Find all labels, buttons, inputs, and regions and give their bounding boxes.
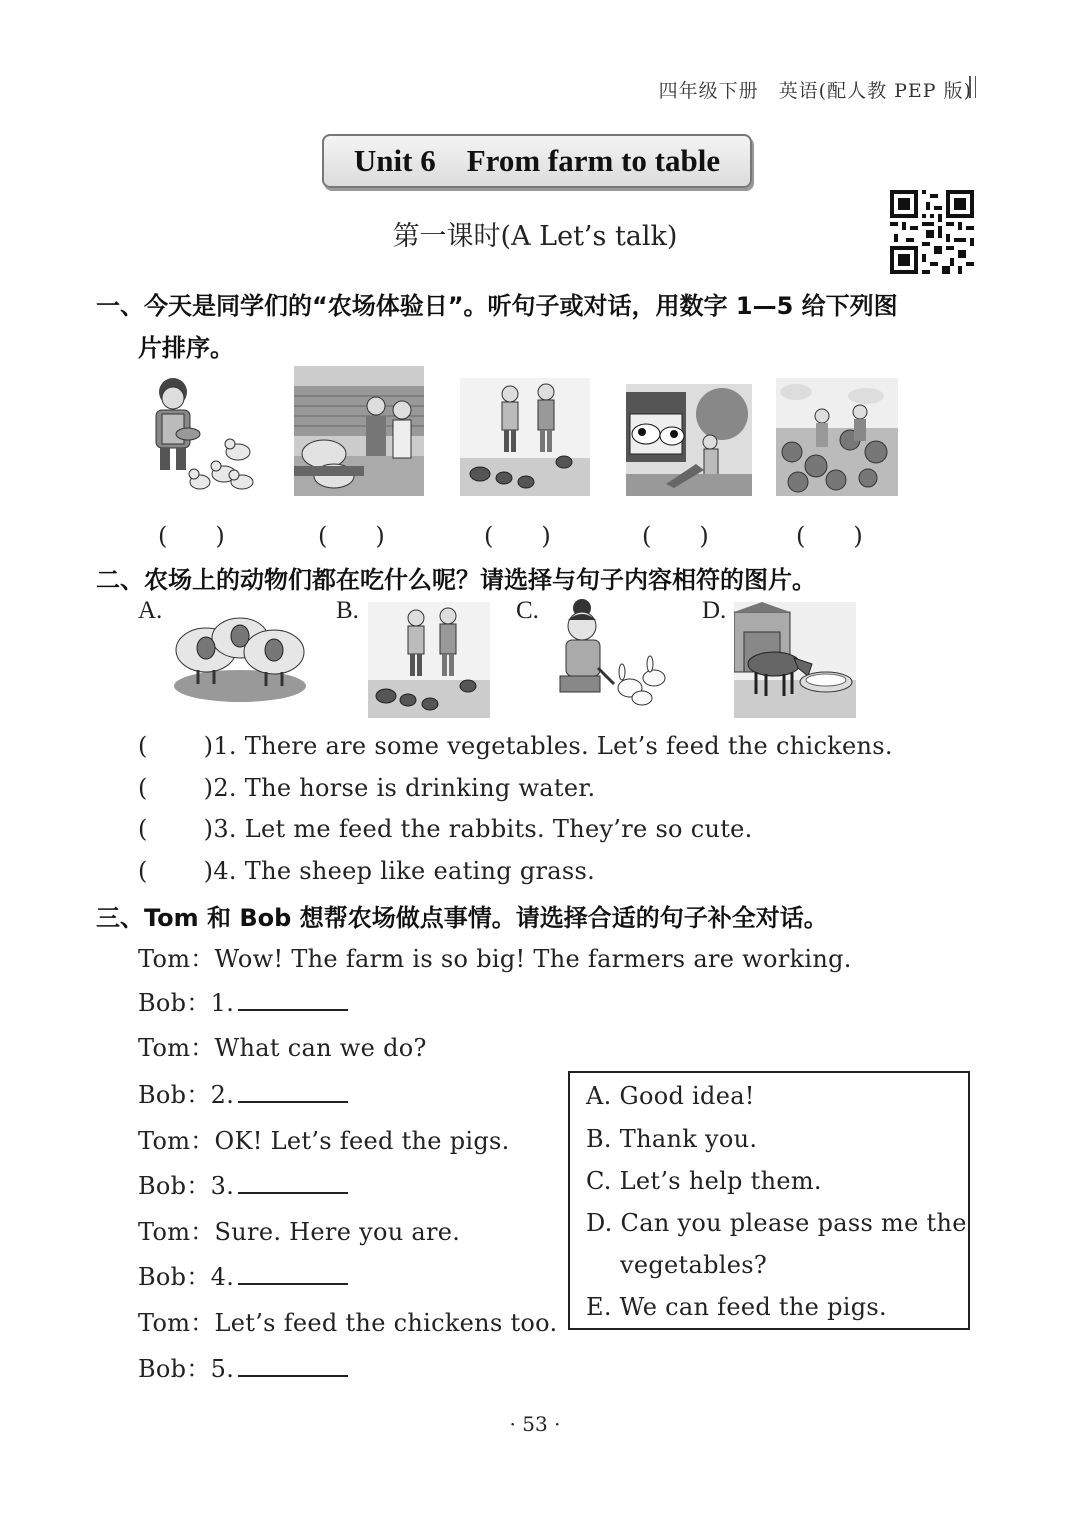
- page-number: · 53 ·: [509, 1412, 561, 1436]
- section2-title: 二、农场上的动物们都在吃什么呢？请选择与句子内容相符的图片。: [96, 566, 816, 594]
- section2-item-2: ( )2. The horse is drinking water.: [138, 774, 596, 802]
- option-label-b: B.: [336, 597, 359, 624]
- order-blank-5[interactable]: ( ): [796, 522, 863, 550]
- section2-item-1-blank[interactable]: (: [138, 732, 148, 760]
- section3-title: 三、Tom 和 Bob 想帮农场做点事情。请选择合适的句子补全对话。: [96, 904, 828, 932]
- section2-item-4-blank[interactable]: (: [138, 857, 148, 885]
- answer-blank-1[interactable]: [238, 989, 348, 1011]
- section2-item-3-blank[interactable]: (: [138, 815, 148, 843]
- dialogue-line-4: Bob：2.: [138, 1075, 348, 1110]
- header-divider: [969, 76, 976, 98]
- dialogue-line-1: Tom：Wow! The farm is so big! The farmers are working.: [138, 945, 852, 973]
- order-blank-3[interactable]: ( ): [484, 522, 551, 550]
- picture-kids-chickens: [368, 602, 490, 718]
- section1-title-line2: 片排序。: [138, 334, 234, 362]
- picture-vegetable-field: [776, 378, 898, 496]
- dialogue-line-2: Bob：1.: [138, 983, 348, 1018]
- section1-title-line1: 一、今天是同学们的“农场体验日”。听句子或对话，用数字 1—5 给下列图: [96, 292, 898, 320]
- picture-cows-barn: [626, 384, 752, 496]
- option-d: D. Can you please pass me the: [586, 1209, 967, 1237]
- option-label-d: D.: [702, 597, 727, 624]
- order-blank-1[interactable]: ( ): [158, 522, 225, 550]
- option-a: A. Good idea!: [586, 1082, 755, 1110]
- option-c: C. Let’s help them.: [586, 1167, 822, 1195]
- answer-blank-4[interactable]: [238, 1263, 348, 1285]
- answer-blank-5[interactable]: [238, 1355, 348, 1377]
- dialogue-line-8: Bob：4.: [138, 1257, 348, 1292]
- lesson-subtitle: 第一课时(A Let’s talk): [392, 221, 678, 252]
- picture-feeding-ducks: [138, 374, 258, 496]
- dialogue-line-3: Tom：What can we do?: [138, 1034, 427, 1062]
- option-d-continued: vegetables?: [620, 1251, 768, 1279]
- order-blank-4[interactable]: ( ): [642, 522, 709, 550]
- dialogue-line-9: Tom：Let’s feed the chickens too.: [138, 1309, 558, 1337]
- option-b: B. Thank you.: [586, 1125, 758, 1153]
- book-header: 四年级下册 英语(配人教 PEP 版): [658, 80, 972, 102]
- section2-item-1: ( )1. There are some vegetables. Let’s feed the chickens.: [138, 732, 893, 760]
- answer-blank-2[interactable]: [238, 1081, 348, 1103]
- unit-title: Unit 6 From farm to table: [322, 134, 752, 188]
- picture-chickens-kids: [460, 378, 590, 496]
- section2-item-3: ( )3. Let me feed the rabbits. They’re so cute.: [138, 815, 753, 843]
- section2-item-4: ( )4. The sheep like eating grass.: [138, 857, 596, 885]
- picture-horse-water: [734, 602, 856, 718]
- picture-girl-rabbits: [550, 598, 674, 710]
- picture-pig-pen: [294, 366, 424, 496]
- option-label-c: C.: [516, 597, 539, 624]
- dialogue-line-5: Tom：OK! Let’s feed the pigs.: [138, 1127, 510, 1155]
- dialogue-line-7: Tom：Sure. Here you are.: [138, 1218, 461, 1246]
- dialogue-line-10: Bob：5.: [138, 1349, 348, 1384]
- answer-blank-3[interactable]: [238, 1172, 348, 1194]
- option-e: E. We can feed the pigs.: [586, 1293, 887, 1321]
- picture-sheep-grass: [170, 608, 310, 704]
- order-blank-2[interactable]: ( ): [318, 522, 385, 550]
- section2-item-2-blank[interactable]: (: [138, 774, 148, 802]
- dialogue-line-6: Bob：3.: [138, 1166, 348, 1201]
- option-label-a: A.: [138, 597, 163, 624]
